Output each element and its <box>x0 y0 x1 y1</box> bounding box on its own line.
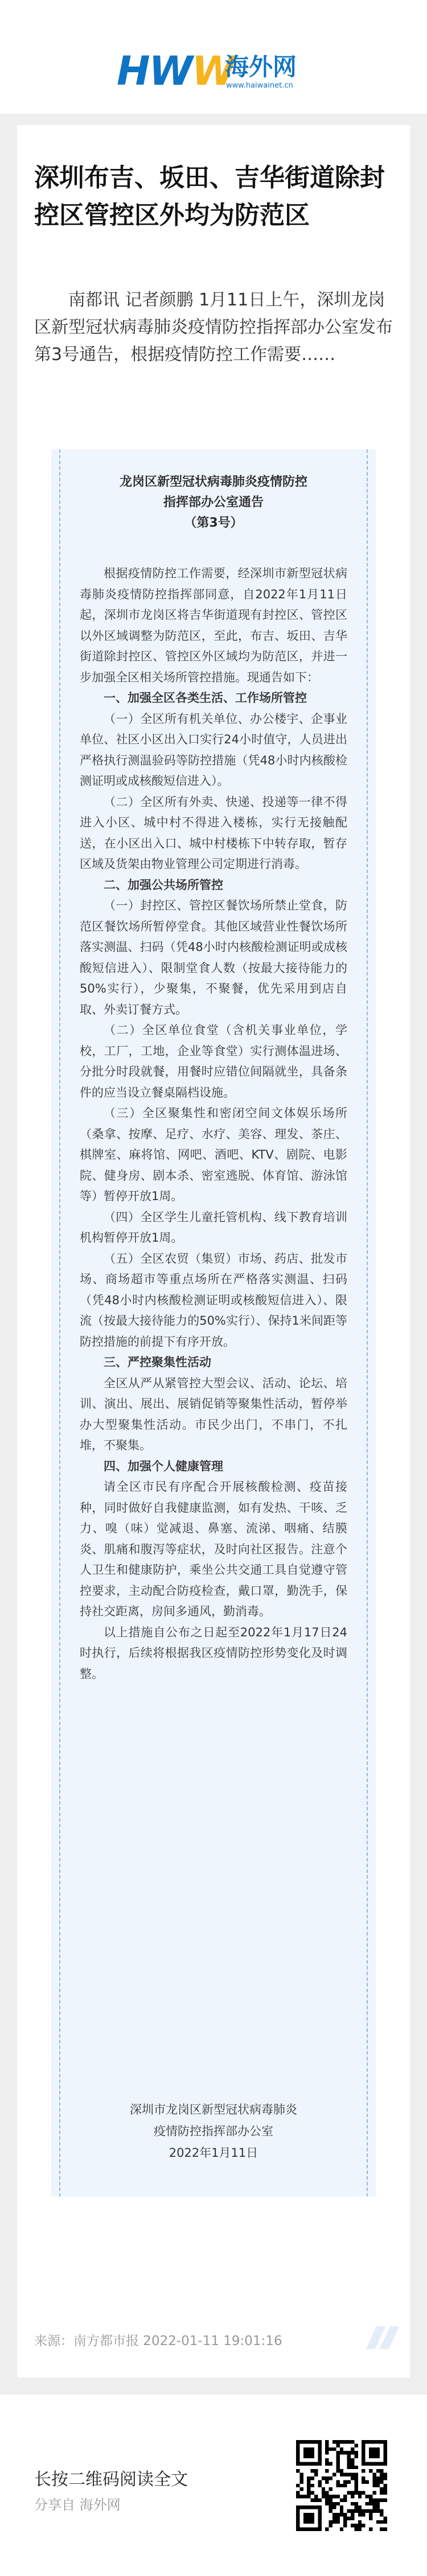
notice-paragraph: 以上措施自公布之日起至2022年1月17日24时执行，后续将根据我区疫情防控形势变化及时调整。 <box>80 1625 347 1681</box>
notice-section-heading: 四、加强个人健康管理 <box>104 1459 223 1473</box>
notice-section-heading: 三、严控聚集性活动 <box>104 1355 211 1369</box>
notice-paragraph: 请全区市民有序配合开展核酸检测、疫苗接种，同时做好自我健康监测，如有发热、干咳、乏力、嗅（味）觉减退、鼻塞、流涕、咽痛、结膜炎、肌痛和腹泻等症状，及时向社区报告。注意个人卫生和健康防护，乘坐公共交通工具自觉遵守管控要求，主动配合防疫检查，戴口罩，勤洗手，保持社交距离，房间多通风，勤消毒。 <box>80 1480 347 1618</box>
site-header <box>0 0 427 114</box>
logo-url: www.haiwainet.cn <box>226 81 293 90</box>
share-footer <box>0 2395 427 2576</box>
footer-title: 长按二维码阅读全文 <box>34 2470 188 2490</box>
slash-decoration-icon <box>359 2326 399 2349</box>
footer-subtitle: 分享自 海外网 <box>34 2497 121 2513</box>
official-notice <box>51 449 376 2197</box>
article-source: 来源：南方都市报 2022-01-11 19:01:16 <box>34 2334 282 2348</box>
signature-date: 2022年1月11日 <box>169 2146 258 2160</box>
notice-heading-line: 龙岗区新型冠状病毒肺炎疫情防控 <box>119 475 307 489</box>
article-title: 深圳布吉、坂田、吉华街道除封控区管控区外均为防范区 <box>34 163 385 230</box>
signature-line: 深圳市龙岗区新型冠状病毒肺炎 <box>130 2103 297 2116</box>
article-card <box>17 125 410 2377</box>
notice-body <box>80 563 347 1684</box>
notice-signature <box>80 2099 347 2164</box>
notice-heading <box>80 472 347 534</box>
article-lede: 南都讯 记者颜鹏 1月11日上午，深圳龙岗区新型冠状病毒肺炎疫情防控指挥部办公室发布第3号通告，根据疫情防控工作需要…… <box>34 290 393 365</box>
logo-mark: HWW <box>117 48 235 94</box>
logo-chinese-name: 海外网 <box>225 53 297 81</box>
notice-paragraph: （四）全区学生儿童托管机构、线下教育培训机构暂停开放1周。 <box>80 1210 347 1244</box>
notice-paragraph: （三）全区聚集性和密闭空间文体娱乐场所（桑拿、按摩、足疗、水疗、美容、理发、茶庄、棋牌室、麻将馆、网吧、酒吧、KTV、剧院、电影院、健身房、剧本杀、密室逃脱、体育馆、游泳馆等）暂停开放1周。 <box>80 1106 347 1203</box>
notice-paragraph: 根据疫情防控工作需要，经深圳市新型冠状病毒肺炎疫情防控指挥部同意，自2022年1月11日起，深圳市龙岗区将吉华街道现有封控区、管控区以外区域调整为防范区，至此，布吉、坂田、吉华街道除封控区、管控区外区域均为防范区，并进一步加强全区相关场所管控措施。现通告如下： <box>80 567 347 684</box>
notice-paragraph: （五）全区农贸（集贸）市场、药店、批发市场、商场超市等重点场所在严格落实测温、扫码（凭48小时内核酸检测证明或核酸短信进入）、限流（按最大接待能力的50%实行）、保持1米间距等防控措施的前提下有序开放。 <box>80 1251 347 1349</box>
notice-paragraph: （二）全区所有外卖、快递、投递等一律不得进入小区、城中村不得进入楼栋，实行无接触配送，在小区出入口、城中村楼栋下中转存取，暂存区域及货架由物业管理公司定期进行消毒。 <box>80 795 347 871</box>
haiwainet-logo[interactable] <box>117 48 310 100</box>
notice-section-heading: 一、加强全区各类生活、工作场所管控 <box>104 691 307 705</box>
notice-section-heading: 二、加强公共场所管控 <box>104 878 223 892</box>
notice-paragraph: （二）全区单位食堂（含机关事业单位，学校，工厂，工地，企业等食堂）实行测体温进场、分批分时段就餐，用餐时应错位间隔就坐，具备条件的应当设立餐桌隔档设施。 <box>80 1023 347 1099</box>
qr-code-icon[interactable] <box>296 2440 387 2531</box>
notice-number: （第3号） <box>184 516 243 530</box>
notice-paragraph: （一）封控区、管控区餐饮场所禁止堂食，防范区餐饮场所暂停堂食。其他区域营业性餐饮场所落实测温、扫码（凭48小时内核酸检测证明或成核酸短信进入）、限制堂食人数（按最大接待能力的50%实行），少聚集，不聚餐，优先采用到店自取、外卖订餐方式。 <box>80 899 347 1016</box>
signature-line: 疫情防控指挥部办公室 <box>154 2124 273 2138</box>
notice-paragraph: 全区从严从紧管控大型会议、活动、论坛、培训、演出、展出、展销促销等聚集性活动，暂停举办大型聚集性活动。市民少出门，不串门，不扎堆，不聚集。 <box>80 1376 347 1452</box>
notice-heading-line: 指挥部办公室通告 <box>163 495 264 510</box>
notice-paragraph: （一）全区所有机关单位、办公楼宇、企事业单位、社区小区出入口实行24小时值守，人员进出严格执行测温验码等防控措施（凭48小时内核酸检测证明或成核酸短信进入）。 <box>80 712 347 788</box>
